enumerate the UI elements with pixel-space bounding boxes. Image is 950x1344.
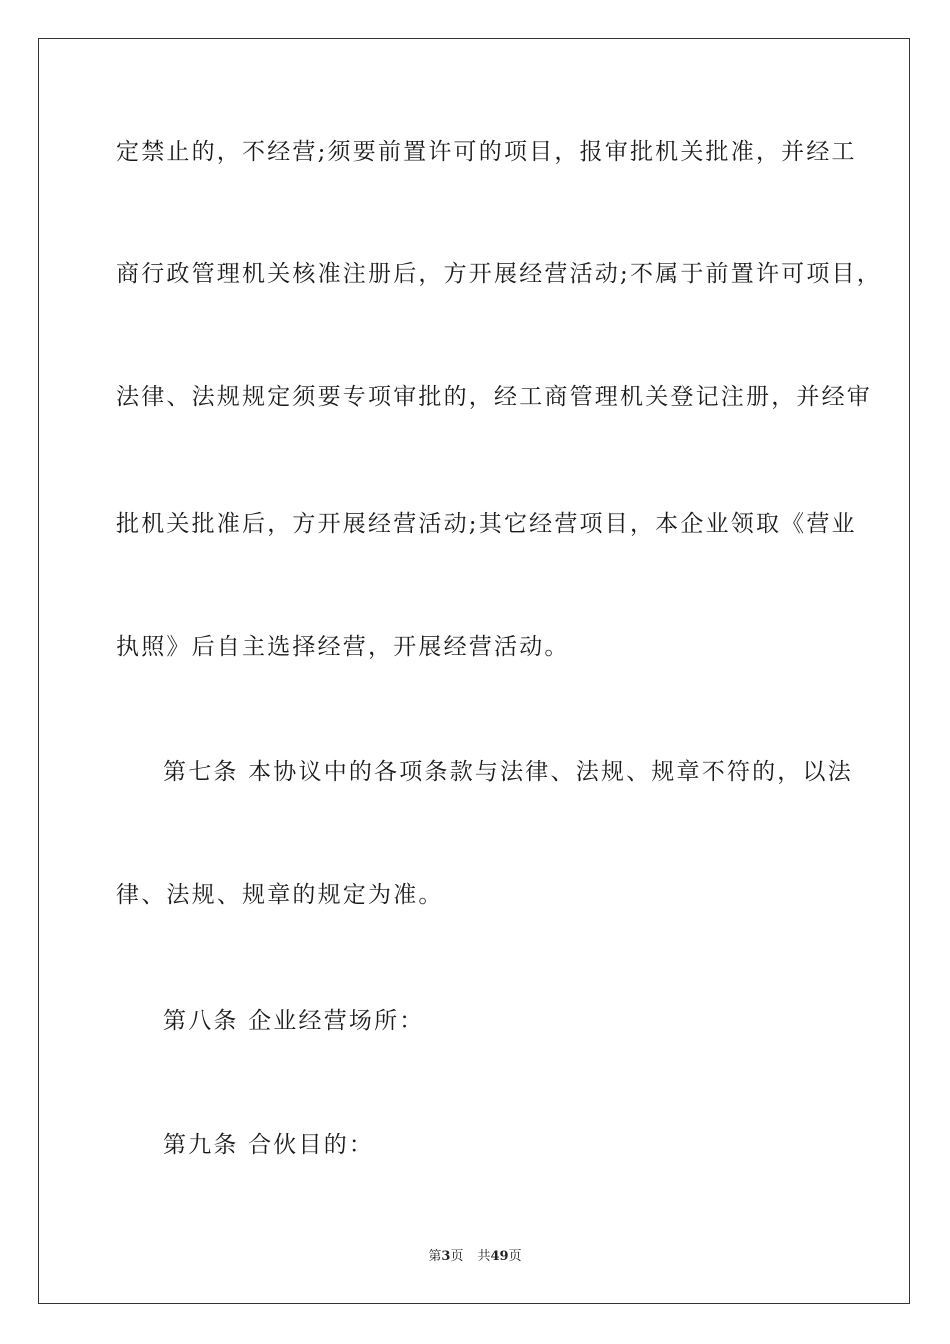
page-suffix: 页 (450, 1249, 464, 1264)
article-8-heading: 第八条 企业经营场所： (163, 1008, 425, 1034)
paragraph-line: 定禁止的，不经营;须要前置许可的项目，报审批机关批准，并经工 (116, 139, 857, 165)
page-number: 3 (441, 1249, 451, 1264)
page-prefix: 第 (428, 1249, 442, 1264)
page-footer (0, 1248, 950, 1266)
total-suffix: 页 (508, 1249, 522, 1264)
paragraph-line: 商行政管理机关核准注册后，方开展经营活动;不属于前置许可项目， (116, 261, 882, 287)
article-9-heading: 第九条 合伙目的： (163, 1132, 375, 1158)
article-7-line: 第七条 本协议中的各项条款与法律、法规、规章不符的，以法 (163, 759, 853, 785)
page-border (38, 38, 910, 1304)
paragraph-line: 法律、法规规定须要专项审批的，经工商管理机关登记注册，并经审 (116, 384, 872, 410)
paragraph-line: 律、法规、规章的规定为准。 (116, 882, 444, 908)
paragraph-line: 批机关批准后，方开展经营活动;其它经营项目，本企业领取《营业 (116, 511, 857, 537)
paragraph-line: 执照》后自主选择经营，开展经营活动。 (116, 634, 570, 660)
total-pages: 49 (490, 1249, 509, 1264)
total-prefix: 共 (477, 1249, 491, 1264)
